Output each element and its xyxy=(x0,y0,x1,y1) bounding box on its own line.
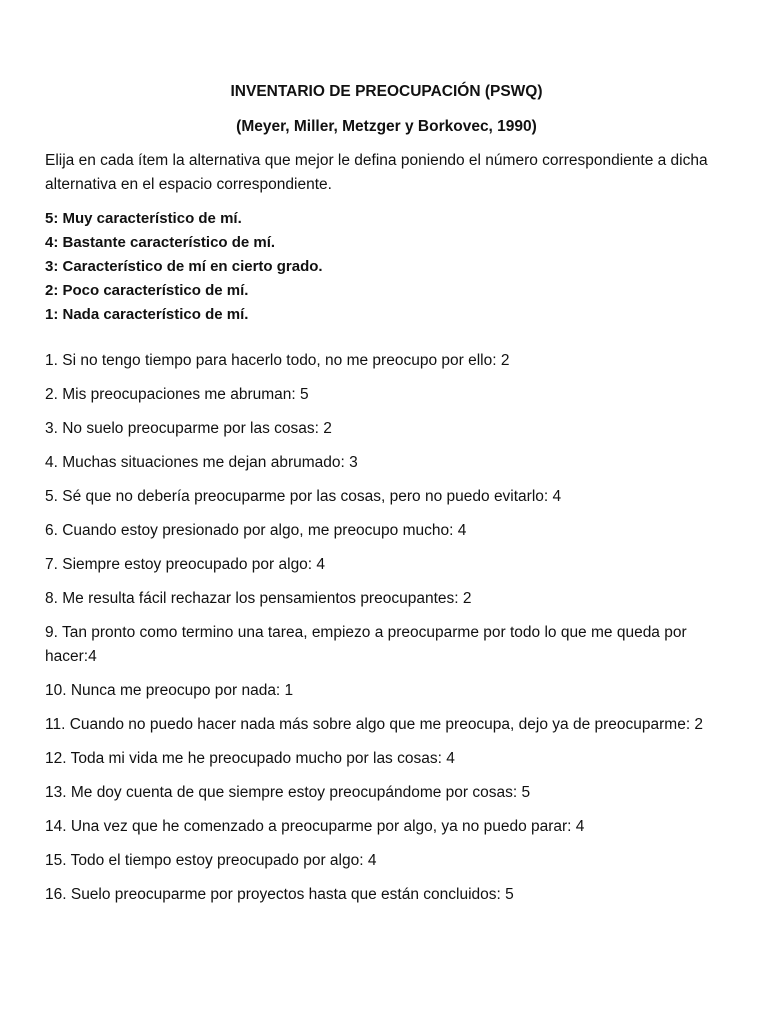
instructions-text: Elija en cada ítem la alternativa que mejor le defina poniendo el número correspondiente a dicha alternativa en el espacio correspondiente. xyxy=(45,152,708,193)
question-item: 13. Me doy cuenta de que siempre estoy preocupándome por cosas: 5 xyxy=(45,784,531,801)
question-item: 9. Tan pronto como termino una tarea, empiezo a preocuparme por todo lo que me queda por hacer:4 xyxy=(45,624,687,665)
questionnaire-items xyxy=(45,349,728,907)
question-item: 3. No suelo preocuparme por las cosas: 2 xyxy=(45,420,332,437)
question-item: 14. Una vez que he comenzado a preocuparme por algo, ya no puedo parar: 4 xyxy=(45,818,585,835)
scale-option-3: 3: Característico de mí en cierto grado. xyxy=(45,258,323,275)
document-title: INVENTARIO DE PREOCUPACIÓN (PSWQ) xyxy=(230,83,543,100)
question-item: 8. Me resulta fácil rechazar los pensamientos preocupantes: 2 xyxy=(45,590,472,607)
question-item: 15. Todo el tiempo estoy preocupado por algo: 4 xyxy=(45,852,377,869)
question-item: 2. Mis preocupaciones me abruman: 5 xyxy=(45,386,309,403)
question-item: 11. Cuando no puedo hacer nada más sobre algo que me preocupa, dejo ya de preocuparme: 2 xyxy=(45,716,704,733)
scale-option-4: 4: Bastante característico de mí. xyxy=(45,234,276,251)
question-item: 1. Si no tengo tiempo para hacerlo todo, no me preocupo por ello: 2 xyxy=(45,352,510,369)
question-item: 4. Muchas situaciones me dejan abrumado: 3 xyxy=(45,454,358,471)
question-item: 7. Siempre estoy preocupado por algo: 4 xyxy=(45,556,326,573)
scale-option-5: 5: Muy característico de mí. xyxy=(45,210,242,227)
document-subtitle: (Meyer, Miller, Metzger y Borkovec, 1990) xyxy=(236,118,537,135)
question-item: 16. Suelo preocuparme por proyectos hasta que están concluidos: 5 xyxy=(45,886,514,903)
question-item: 5. Sé que no debería preocuparme por las cosas, pero no puedo evitarlo: 4 xyxy=(45,488,562,505)
scale-option-1: 1: Nada característico de mí. xyxy=(45,306,249,323)
question-item: 10. Nunca me preocupo por nada: 1 xyxy=(45,682,294,699)
question-item: 12. Toda mi vida me he preocupado mucho por las cosas: 4 xyxy=(45,750,455,767)
scale-legend xyxy=(45,207,728,327)
scale-option-2: 2: Poco característico de mí. xyxy=(45,282,249,299)
question-item: 6. Cuando estoy presionado por algo, me preocupo mucho: 4 xyxy=(45,522,467,539)
